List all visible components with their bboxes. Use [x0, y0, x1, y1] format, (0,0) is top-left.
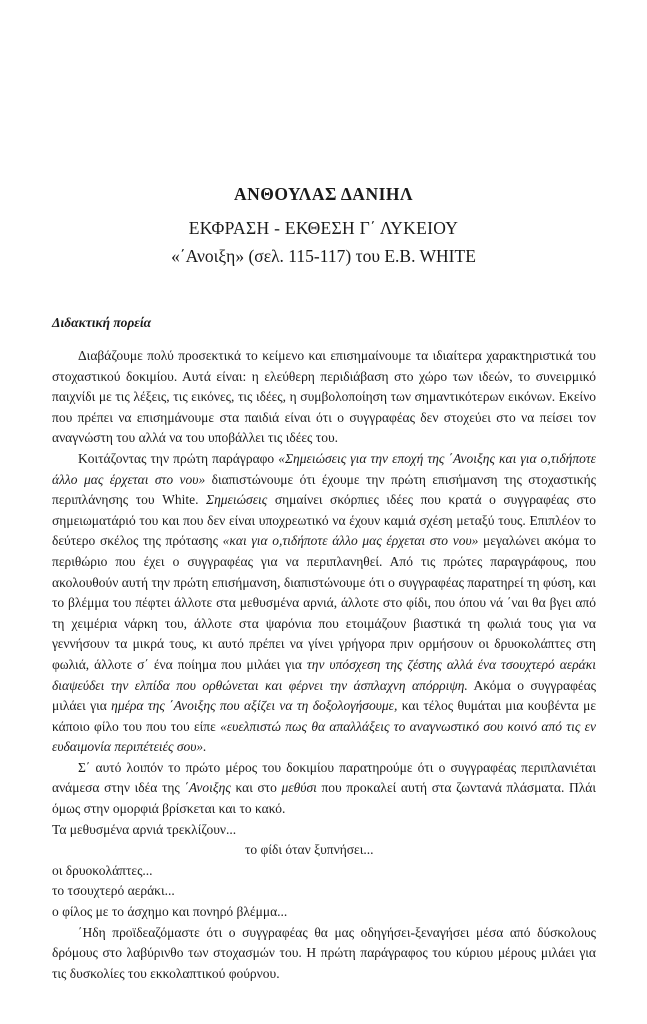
list-line-1: Τα μεθυσμένα αρνιά τρεκλίζουν...	[52, 821, 237, 837]
text-span: που προκαλεί αυτή στα ζωντανά πλάσματα. Πλάι όμως στην ομορφιά βρίσκεται και το κακό.	[52, 780, 596, 817]
list-line-4: το τσουχτερό αεράκι...	[52, 883, 175, 899]
italic-quote: την υπόσχεση της ζέστης αλλά ένα τσουχτερό αεράκι διαψεύδει την ελπίδα που ορθώνεται και φέρνει την άσπλαχνη απόρριψη.	[52, 656, 596, 693]
text-span: σημαίνει σκόρπιες ιδέες που κρατά ο συγγραφέας στο σημειωματάριό του και που δεν είναι υποχρεωτικό να έχουν καμιά σχέση μεταξύ τους. Επιπλέον το δεύτερο σκέλος της πρότασης	[52, 492, 596, 549]
italic-quote: ημέρα της ΄Ανοιξης που αξίζει να τη δοξολογήσουμε,	[111, 698, 398, 714]
paragraph-4: ΄Ηδη προϊδεαζόμαστε ότι ο συγγραφέας θα μας οδηγήσει-ξεναγήσει μέσα από δύσκολους δρόμους στο λαβύρινθο των στοχασμών του. Η πρώτη παράγραφος του κύριου μέρους μιλάει για τις δυσκολίες του εκκολαπτικού φούρνου.	[52, 924, 596, 981]
document-title: ΕΚΦΡΑΣΗ - ΕΚΘΕΣΗ Γ΄ ΛΥΚΕΙΟΥ	[188, 218, 459, 238]
text-span: Κοιτάζοντας την πρώτη παράγραφο	[78, 450, 279, 466]
list-line-2: το φίδι όταν ξυπνήσει...	[245, 842, 374, 858]
list-line-3: οι δρυοκολάπτες...	[52, 862, 153, 878]
text-span: και τέλος θυμάται μια κουβέντα με κάποιο φίλο του που του είπε	[52, 698, 596, 734]
text-span: διαπιστώνουμε ότι έχουμε την πρώτη επισήμανση της στοχαστικής περιπλάνησης του White.	[52, 471, 597, 508]
paragraph-3	[52, 758, 596, 820]
list-line-5: ο φίλος με το άσχημο και πονηρό βλέμμα...	[52, 904, 288, 920]
text-span: και στο	[230, 780, 282, 796]
italic-quote: «ευελπιστώ πως θα απαλλάξεις το αναγνωστικό σου κοινό από τις εν ευδαιμονία περιπέτειές σου».	[52, 718, 596, 755]
text-span: μεγαλώνει ακόμα το περιθώριο που έχει ο συγγραφέας για να περιπλανηθεί. Από τις πρώτες παραγράφους, που ακολουθούν αυτή την πρώτη επισήμανση, διαπιστώνουμε ότι ο συγγραφέας παρατηρεί τη φύση, και το βλέμμα του πέφτει άλλοτε στα μεθυσμένα αρνιά, άλλοτε στο φίδι, που όπου νά ΄ναι θα βγει από τη χειμέρια νάρκη του, άλλοτε στα ψαρόνια που ετοιμάζουν βιαστικά τη φωλιά τους για να γεννήσουν τα μικρά τους, κι αυτό πρέπει να γίνει γρήγορα πριν ορμήσουν οι δρυοκολάπτες στη φωλιά, άλλοτε σ΄ ένα ποίημα που μιλάει για	[52, 533, 596, 672]
italic-term: μεθύσι	[281, 780, 317, 796]
body-text	[52, 346, 596, 984]
paragraph-1: Διαβάζουμε πολύ προσεκτικά το κείμενο και επισημαίνουμε τα ιδιαίτερα χαρακτηριστικά του στοχαστικού δοκιμίου. Αυτά είναι: η ελεύθερη περιδιάβαση στο χώρο των ιδεών, το συνειρμικό παιχνίδι με τις λέξεις, τις εικόνες, τις ιδέες, η συμβολοποίηση των σημαντικότερων εικόνων. Εκείνο που πρέπει να επισημάνουμε στα παιδιά είναι ότι ο συγγραφέας δεν στοχεύει στο να πείσει τον αναγνώστη του αλλά να του υποβάλλει τις ιδέες του.	[52, 348, 596, 446]
italic-quote: «Σημειώσεις για την εποχή της ΄Ανοιξης και για ο,τιδήποτε άλλο μας έρχεται στο νου»	[52, 450, 596, 487]
author-name: ΑΝΘΟΥΛΑΣ ΔΑΝΙΗΛ	[233, 184, 414, 204]
text-span: Ακόμα ο συγγραφέας μιλάει για	[52, 677, 596, 714]
document-subtitle: «΄Ανοιξη» (σελ. 115-117) του E.B. WHITE	[171, 246, 476, 266]
text-span: Σ΄ αυτό λοιπόν το πρώτο μέρος του δοκιμίου παρατηρούμε ότι ο συγγραφέας περιπλανιέται ανάμεσα στην ιδέα της	[52, 759, 596, 796]
paragraph-2	[52, 449, 596, 758]
italic-quote: «και για ο,τιδήποτε άλλο μας έρχεται στο νου»	[222, 533, 479, 549]
section-heading: Διδακτική πορεία	[52, 315, 152, 330]
italic-term: ΄Ανοιξης	[184, 780, 231, 796]
italic-term: Σημειώσεις	[206, 492, 268, 508]
